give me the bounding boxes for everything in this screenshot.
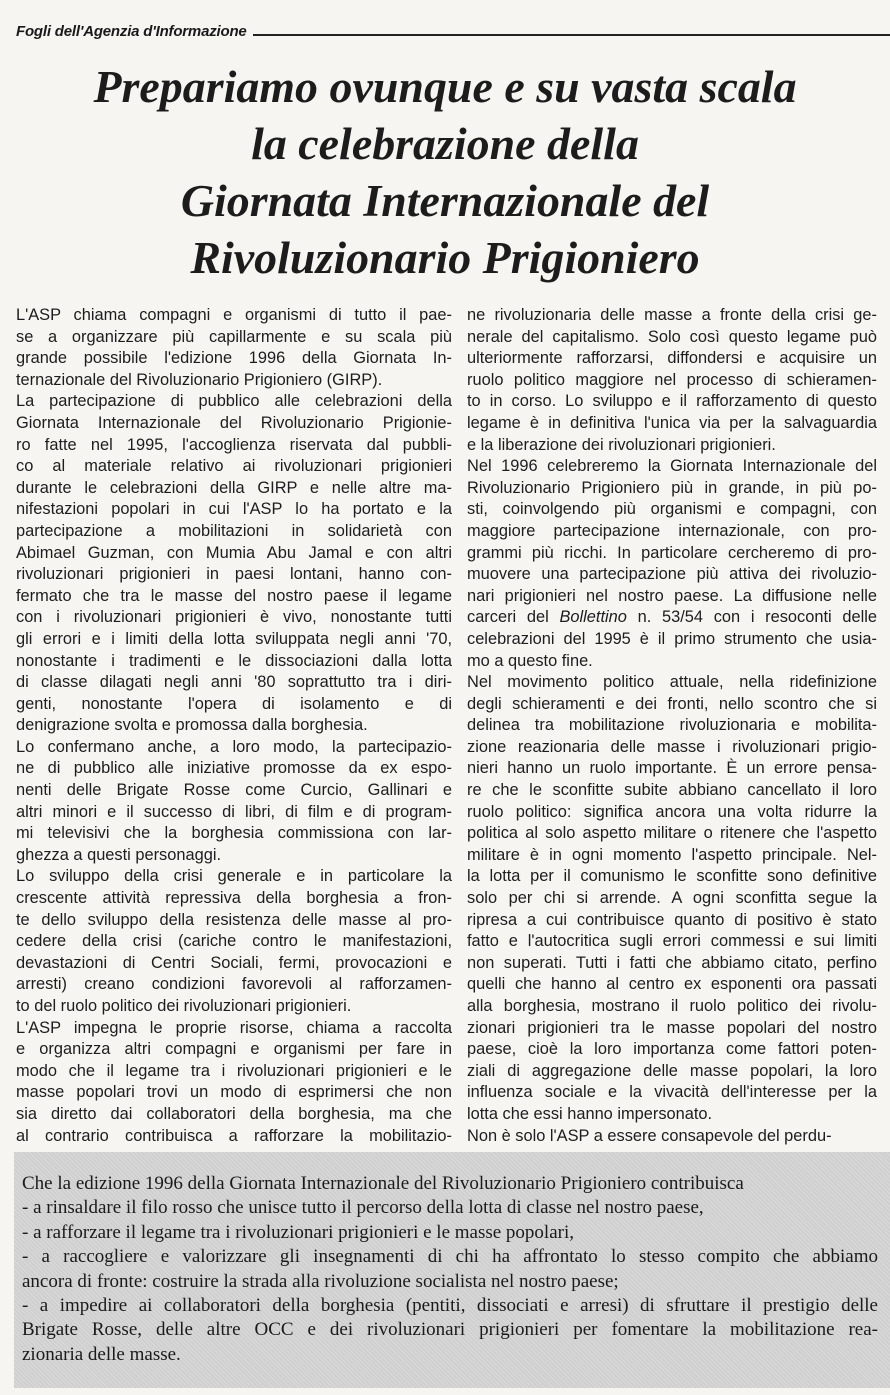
body-line: masse popolari trovi un modo di esprimersi che non [16,1083,452,1102]
body-line: la lotta per il comunismo le sconfitte sono definitive [467,867,877,886]
body-line: ne rivoluzionaria delle masse a fronte della crisi ge- [467,306,877,324]
body-line: degli schieramenti e dei fronti, nello scontro che si [467,694,877,713]
title-line: Rivoluzionario Prigioniero [190,232,700,283]
body-line: cedere della crisi (cariche contro le manifestazioni, [16,932,452,951]
body-line: gli errori e i limiti della lotta sviluppata negli anni '70, [16,629,452,648]
body-line: Giornata Internazionale del Rivoluzionario Prigionie- [16,413,452,432]
body-line: nerale del capitalismo. Solo così questo legame può [467,327,877,346]
publication-title: Bollettino [559,608,627,627]
body-line: re che le sconfitte subite abbiano cancellato il loro [467,781,877,800]
body-line: lotta che essi hanno impersonato. [467,1104,713,1123]
body-line: ghezza a questi personaggi. [16,845,222,864]
publication-name: Fogli dell'Agenzia d'Informazione [16,23,247,40]
box-line: - a rinsaldare il filo rosso che unisce tutto il percorso della lotta di classe nel nostro paese, [22,1197,704,1219]
body-line: modo che il legame tra i rivoluzionari prigionieri e le [16,1061,452,1080]
body-line: fermato che tra le masse del nostro paese il legame [16,586,452,605]
body-line: Lo sviluppo della crisi generale e in particolare la [16,867,452,886]
body-line: arresti) creano condizioni favorevoli al rafforzamen- [16,975,452,994]
body-line: maggiore partecipazione internazionale, con pro- [467,521,877,540]
body-line: paese, cioè la loro importanza come fattori poten- [467,1040,877,1059]
body-line: mi televisivi che la borghesia commissiona con lar- [16,824,452,843]
body-line: L'ASP impegna le proprie risorse, chiama a raccolta [16,1018,452,1037]
body-line: militare è in ogni momento l'aspetto principale. Nel- [467,845,877,864]
body-line: nenti delle Brigate Rosse come Curcio, Gallinari e [16,781,452,800]
body-column-left [16,305,452,1147]
body-line: ruolo politico: significa ancora una volta ridurre la [467,802,877,821]
running-header [16,10,890,40]
body-line: ne di pubblico alle iniziative promosse da ex espo- [16,759,452,778]
body-line: se a organizzare più capillarmente e su scala più [16,327,452,346]
body-line: Non è solo l'ASP a essere consapevole del perdu- [467,1126,832,1145]
body-column-right [467,305,877,1147]
box-line: zionaria delle masse. [22,1343,181,1365]
body-line: zionari prigionieri tra le masse popolari del nostro [467,1018,877,1037]
summary-box [14,1152,890,1388]
body-line: co al materiale relativo ai rivoluzionari prigionieri [16,457,452,476]
box-line: Che la edizione 1996 della Giornata Internazionale del Rivoluzionario Prigioniero contribuisca [22,1173,744,1194]
body-line: te dello sviluppo della resistenza delle masse al pro- [16,910,452,929]
body-line: sia diretto dai collaboratori della borghesia, ma che [16,1104,452,1123]
body-line: nifestazioni popolari in cui l'ASP lo ha portato e la [16,500,452,519]
body-line: carceri del Bollettino n. 53/54 con i resoconti delle [467,608,877,627]
box-line: - a raccogliere e valorizzare gli insegnamenti di chi ha affrontato lo stesso compito che abbiamo [22,1246,878,1268]
title-line: Prepariamo ovunque e su vasta scala [93,61,797,112]
header-rule [253,34,890,36]
body-line: rivoluzionari prigionieri in paesi lontani, hanno con- [16,565,452,584]
body-line: zione reazionaria delle masse i rivoluzionari prigio- [467,737,877,756]
body-line: denigrazione svolta e promossa dalla borghesia. [16,716,368,735]
title-line: la celebrazione della [251,118,639,169]
body-line: Rivoluzionario Prigioniero più in grande, in più po- [467,478,877,497]
body-line: devastazioni di Centri Sociali, fermi, provocazioni e [16,953,452,972]
body-line: legame è in definitiva l'unica via per la salvaguardia [467,413,877,432]
body-line: altri minori e il successo di libri, di film e di program- [16,802,452,821]
body-line: influenza sociale e la vivacità dell'interesse per la [467,1083,877,1102]
body-line: e la liberazione dei rivoluzionari prigionieri. [467,435,776,454]
body-line: L'ASP chiama compagni e organismi di tutto il pae- [16,306,452,324]
body-line: genti, nonostante l'opera di isolamento e di [16,694,452,713]
body-line: partecipazione a mobilitazioni in solidarietà con [16,521,452,540]
body-line: ruolo politico maggiore nel processo di schieramen- [467,370,877,389]
body-line: ulteriormente rafforzarsi, diffondersi e acquisire un [467,349,877,368]
body-line: muovere una partecipazione più attiva dei rivoluzio- [467,565,877,584]
body-line: ro fatte nel 1995, l'accoglienza riservata dal pubbli- [16,435,452,454]
body-line: crescente attività repressiva della borghesia a fron- [16,889,452,908]
body-line: mo a questo fine. [467,651,593,670]
body-line: sti, coinvolgendo più organismi e compagni, con [467,500,877,519]
box-line: - a rafforzare il legame tra i rivoluzionari prigionieri e le masse popolari, [22,1221,575,1243]
body-line: ripresa a cui contribuisce quanto di positivo è stato [467,910,877,929]
summary-box-text [22,1172,878,1367]
body-line: Nel 1996 celebreremo la Giornata Internazionale del [467,457,877,476]
body-line: politica al solo aspetto militare o ritenere che l'aspetto [467,824,877,843]
body-line: di classe dilagati negli anni '80 soprattutto tra i diri- [16,673,452,692]
body-line: La partecipazione di pubblico alle celebrazioni della [16,392,452,411]
body-line: al contrario contribuisca a rafforzare la mobilitazio- [16,1126,452,1145]
body-line: grammi più ricchi. In particolare cercheremo di pro- [467,543,877,562]
body-line: delinea tra mobilitazione rivoluzionaria e mobilita- [467,716,877,735]
body-line: nieri hanno un ruolo importante. È un errore pensa- [467,759,877,778]
body-line: Lo confermano anche, a loro modo, la partecipazio- [16,737,452,756]
body-line: Nel movimento politico attuale, nella ridefinizione [467,673,877,692]
body-line: grande possibile l'edizione 1996 della Giornata In- [16,349,452,368]
body-line: ziali di aggregazione delle masse popolari, la loro [467,1061,877,1080]
body-line: nonostante i tradimenti e le dissociazioni dalla lotta [16,651,452,670]
article-title [0,58,890,286]
title-line: Giornata Internazionale del [180,175,710,226]
body-line: celebrazioni del 1995 è il primo strumento che usia- [467,629,877,648]
body-line: fatto e l'autocritica sugli errori commessi e sui limiti [467,932,877,951]
body-line: e organizza altri compagni e organismi per fare in [16,1040,452,1059]
body-line: to in corso. Lo sviluppo e il rafforzamento di questo [467,392,877,411]
box-line: Brigate Rosse, delle altre OCC e dei rivoluzionari prigionieri per fomentare la mobilitazione rea- [22,1319,878,1341]
body-line: Abimael Guzman, con Mumia Abu Jamal e con altri [16,543,452,562]
body-line: nari prigionieri nel nostro paese. La diffusione nelle [467,586,877,605]
body-line: durante le celebrazioni della GIRP e nelle altre ma- [16,478,452,497]
body-line: solo per chi si arrende. A ogni sconfitta segue la [467,889,877,908]
body-line: con i rivoluzionari prigionieri è vivo, nonostante tutti [16,608,452,627]
box-line: - a impedire ai collaboratori della borghesia (pentiti, dissociati e arresi) di sfruttare il prestigio delle [22,1294,878,1316]
body-line: non superati. Tutti i fatti che abbiamo citato, perfino [467,953,877,972]
box-line: ancora di fronte: costruire la strada alla rivoluzione socialista nel nostro paese; [22,1270,619,1292]
body-line: quelli che hanno al centro ex esponenti ora passati [467,975,877,994]
body-line: to del ruolo politico dei rivoluzionari prigionieri. [16,997,352,1015]
body-line: ternazionale del Rivoluzionario Prigioniero (GIRP). [16,370,383,389]
body-line: alla borghesia, mostrano il ruolo politico dei rivolu- [467,997,877,1015]
